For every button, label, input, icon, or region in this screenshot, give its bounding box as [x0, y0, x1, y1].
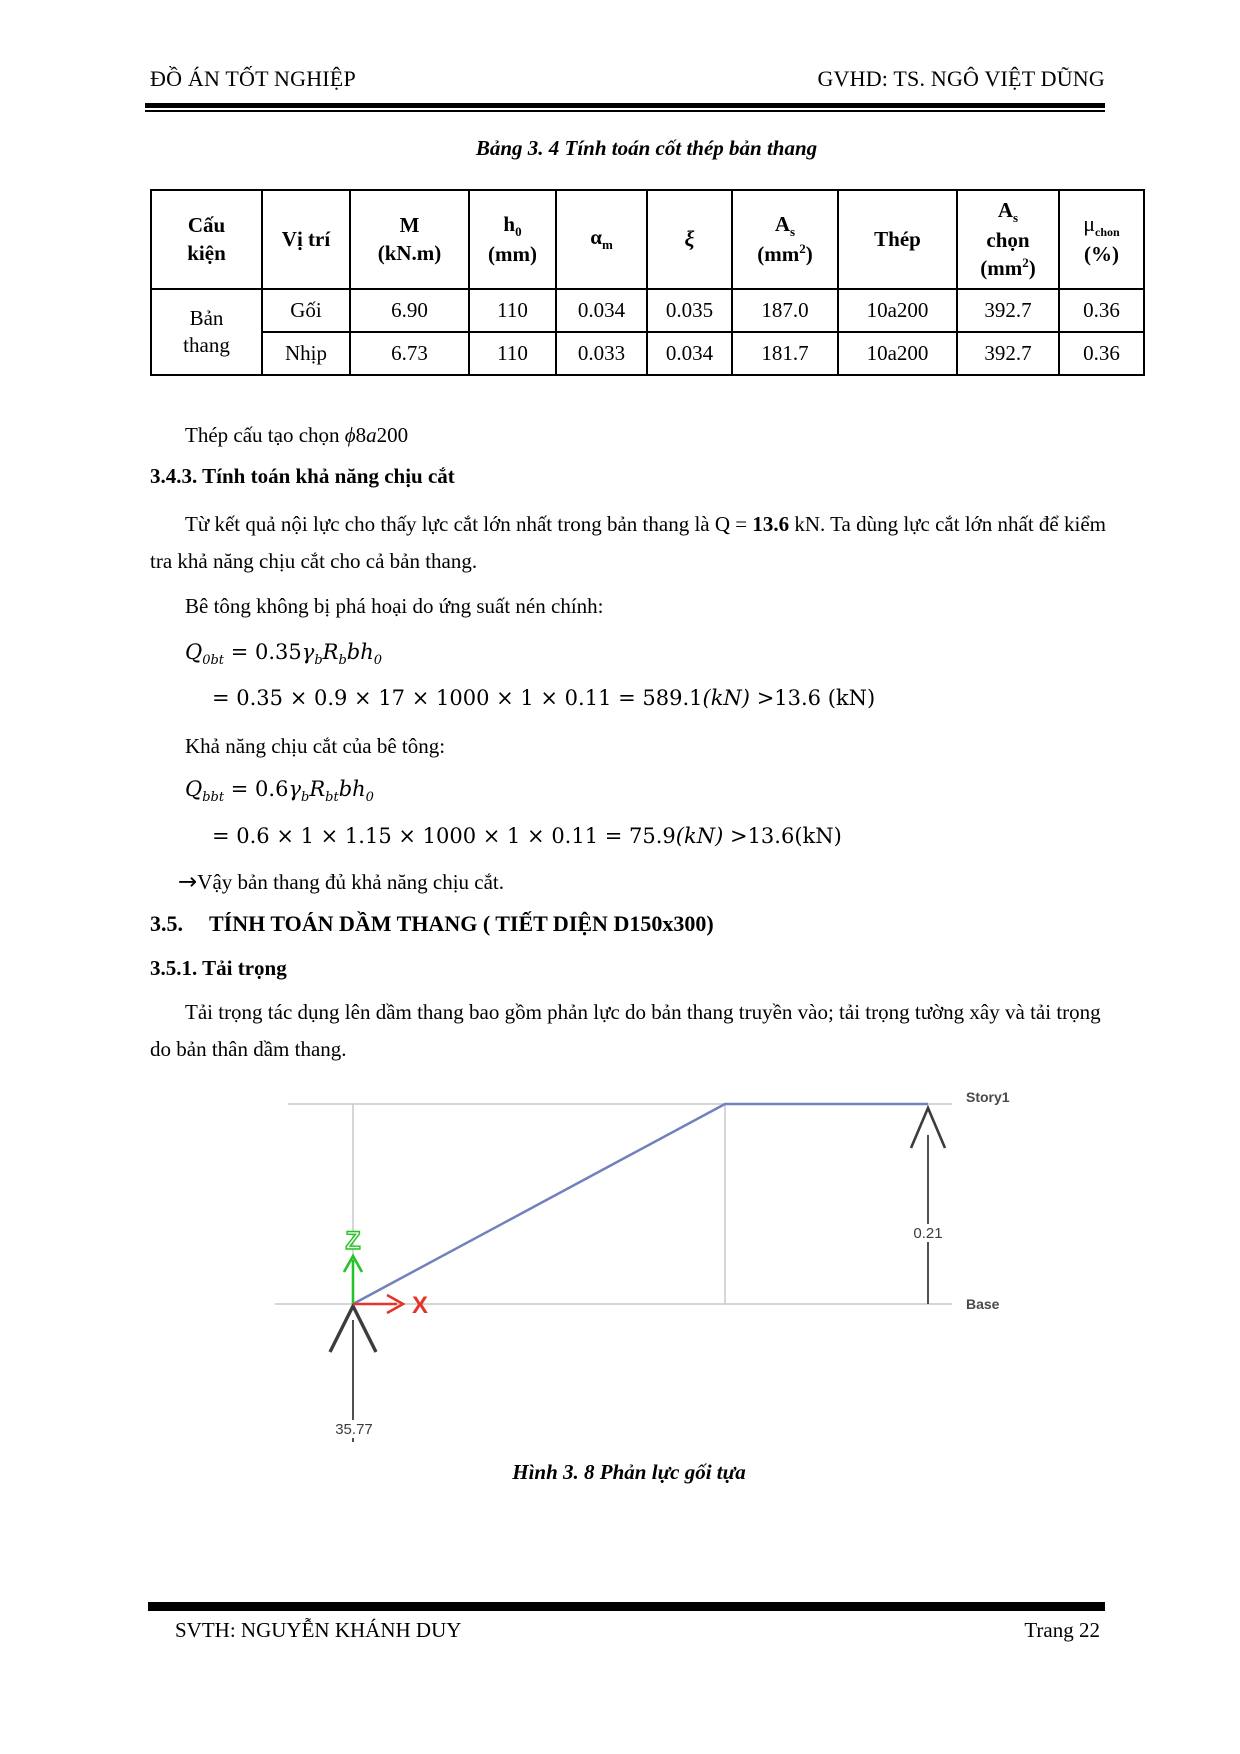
base-label: Base [966, 1296, 1000, 1312]
paragraph-shear-intro: Từ kết quả nội lực cho thấy lực cắt lớn nhất trong bản thang là Q = 13.6 kN. Ta dùng lực cắt lớn nhất để kiểm tra khả năng chịu cắt cho cả bản thang. [150, 512, 1106, 573]
footer-left: SVTH: NGUYỄN KHÁNH DUY [175, 1618, 462, 1642]
paragraph-load-intro: Tải trọng tác dụng lên dầm thang bao gồm phản lực do bản thang truyền vào; tải trọng tường xây và tải trọng do bản thân dầm thang. [150, 1000, 1101, 1061]
right-reaction-value: 0.21 [913, 1225, 943, 1242]
col-mu-chon: $\mu_{chon}$ (%) [1059, 190, 1144, 289]
table-title: Bảng 3. 4 Tính toán cốt thép bản thang [475, 136, 818, 160]
formula-qbbt-eval: = 0.6 × 1 × 1.15 × 1000 × 1 × 0.11 = 75.9(kN) >13.6(kN) [212, 824, 842, 848]
formula-qbbt: $Q_{bbt} = 0.6\gamma_bR_{bt}bh_0$ [185, 777, 374, 806]
cell-thep: 10a200 [838, 289, 957, 332]
x-axis-label: X [411, 1292, 429, 1319]
cell-vitri: Gối [262, 289, 350, 332]
footer-page-number: Trang 22 [1024, 1618, 1100, 1642]
section-3-4-3-title: 3.4.3. Tính toán khả năng chịu cắt [150, 464, 455, 488]
paragraph-concrete-capacity: Khả năng chịu cắt của bê tông: [185, 734, 446, 758]
col-cau-kien: Cấu kiện [151, 190, 262, 289]
arrow-right-icon: → [178, 869, 198, 895]
paragraph-conclusion: →Vậy bản thang đủ khả năng chịu cắt. [178, 869, 505, 895]
figure-caption: Hình 3. 8 Phản lực gối tựa [512, 1460, 746, 1484]
stair-beam-line [353, 1104, 928, 1304]
cell-xi: 0.035 [647, 289, 732, 332]
col-alpha-m: $\alpha_m$ [556, 190, 647, 289]
cell-as-chon: 392.7 [957, 289, 1059, 332]
cell-alpha: 0.033 [556, 332, 647, 375]
col-thep: Thép [838, 190, 957, 289]
cell-vitri: Nhịp [262, 332, 350, 375]
cell-mu: 0.36 [1059, 332, 1144, 375]
cell-m: 6.90 [350, 289, 469, 332]
table-row [151, 289, 1144, 332]
paragraph-thep-cau-tao: Thép cấu tạo chọn ϕ8a200 [185, 423, 409, 447]
header-rule-thin [145, 110, 1105, 112]
cell-xi: 0.034 [647, 332, 732, 375]
section-3-5-title: 3.5. TÍNH TOÁN DẦM THANG ( TIẾT DIỆN D150x300) [150, 911, 714, 936]
cell-h0: 110 [469, 289, 556, 332]
col-moment: M (kN.m) [350, 190, 469, 289]
cell-group: Bản thang [151, 289, 262, 375]
header-right: GVHD: TS. NGÔ VIỆT DŨNG [817, 66, 1105, 91]
cell-h0: 110 [469, 332, 556, 375]
header-rule-thick [145, 103, 1105, 108]
story1-label: Story1 [966, 1089, 1010, 1105]
rebar-table [150, 189, 1145, 376]
cell-as-chon: 392.7 [957, 332, 1059, 375]
col-vi-tri: Vị trí [262, 190, 350, 289]
formula-q0bt-eval: = 0.35 × 0.9 × 17 × 1000 × 1 × 0.11 = 589.1(kN) >13.6 (kN) [212, 686, 876, 710]
header-left: ĐỒ ÁN TỐT NGHIỆP [150, 66, 356, 91]
cell-alpha: 0.034 [556, 289, 647, 332]
col-as: $A_s$ $(mm^2)$ [732, 190, 838, 289]
formula-q0bt: $Q_{0bt} = 0.35\gamma_bR_bbh_0$ [185, 640, 383, 669]
cell-mu: 0.36 [1059, 289, 1144, 332]
z-axis-label: Z [345, 1227, 361, 1255]
cell-m: 6.73 [350, 332, 469, 375]
footer-rule [148, 1602, 1105, 1611]
paragraph-concrete-check: Bê tông không bị phá hoại do ứng suất nén chính: [185, 594, 604, 618]
cell-as: 187.0 [732, 289, 838, 332]
col-h0: $h_0$ (mm) [469, 190, 556, 289]
table-header-row [151, 190, 1144, 289]
section-3-5-1-title: 3.5.1. Tải trọng [150, 956, 287, 980]
left-reaction-value: 35.77 [335, 1421, 373, 1438]
col-as-chon: $A_s$ chọn $(mm^2)$ [957, 190, 1059, 289]
col-xi: ξ [647, 190, 732, 289]
reaction-figure [250, 1040, 1060, 1460]
table-row [151, 332, 1144, 375]
cell-as: 181.7 [732, 332, 838, 375]
cell-thep: 10a200 [838, 332, 957, 375]
